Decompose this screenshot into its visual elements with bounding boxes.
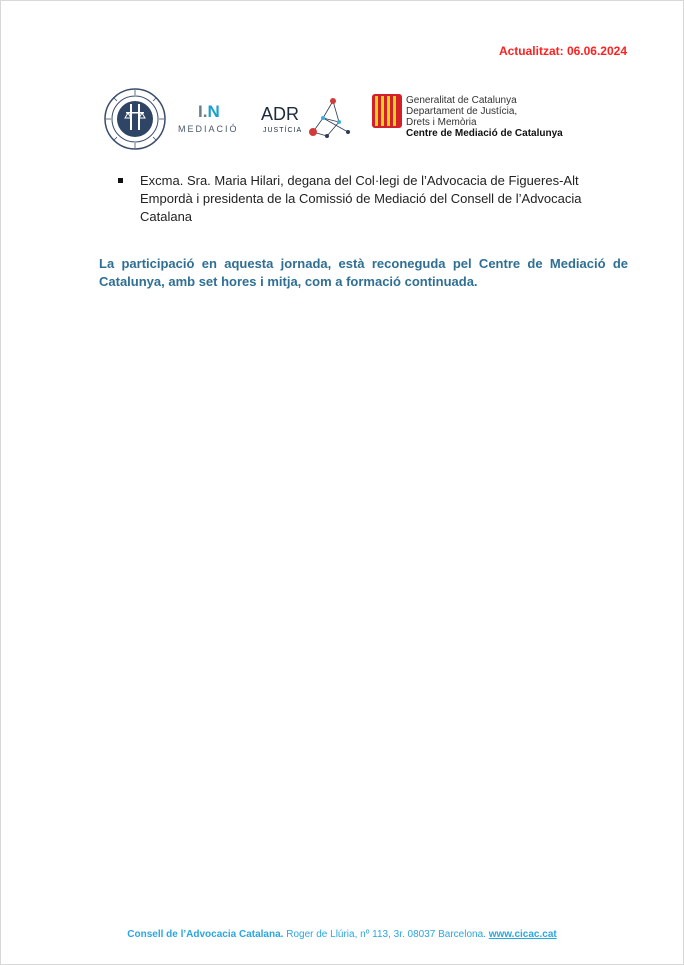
gencat-line-1: Generalitat de Catalunya xyxy=(406,95,517,106)
speaker-list xyxy=(118,172,608,226)
catalan-flag-icon xyxy=(372,94,402,128)
in-subtitle: MEDIACIÓ xyxy=(178,124,239,134)
adr-subtitle: JUSTÍCIA xyxy=(263,127,303,134)
footer-address: Roger de Llúria, nº 113, 3r. 08037 Barcelona. xyxy=(286,929,486,940)
footer-org: Consell de l’Advocacia Catalana. xyxy=(127,929,284,940)
logo-strip xyxy=(104,88,584,152)
adr-justicia-logo xyxy=(261,96,351,144)
gencat-line-2: Departament de Justícia, xyxy=(406,106,518,117)
updated-date: Actualitzat: 06.06.2024 xyxy=(498,44,627,58)
footer xyxy=(0,929,684,940)
gencat-line-3: Drets i Memòria xyxy=(406,117,477,128)
bullet-icon xyxy=(118,178,123,183)
network-graph-icon xyxy=(301,96,351,142)
adr-title: ADR xyxy=(261,104,300,124)
in-mark: I.N xyxy=(198,102,220,121)
accreditation-note: La participació en aquesta jornada, està reconeguda pel Centre de Mediació de Catalunya, amb set hores i mitja, com a formació continuada. xyxy=(99,256,628,289)
cicac-seal-icon xyxy=(104,88,166,150)
in-mediacio-logo xyxy=(178,100,246,140)
gencat-logo xyxy=(372,94,584,144)
list-item xyxy=(118,172,608,226)
gencat-line-4: Centre de Mediació de Catalunya xyxy=(406,128,563,139)
footer-website-link[interactable]: www.cicac.cat xyxy=(488,929,557,940)
speaker-text: Excma. Sra. Maria Hilari, degana del Col·legi de l’Advocacia de Figueres-Alt Empordà i presidenta de la Comissió de Mediació del Consell de l’Advocacia Catalana xyxy=(140,173,582,224)
